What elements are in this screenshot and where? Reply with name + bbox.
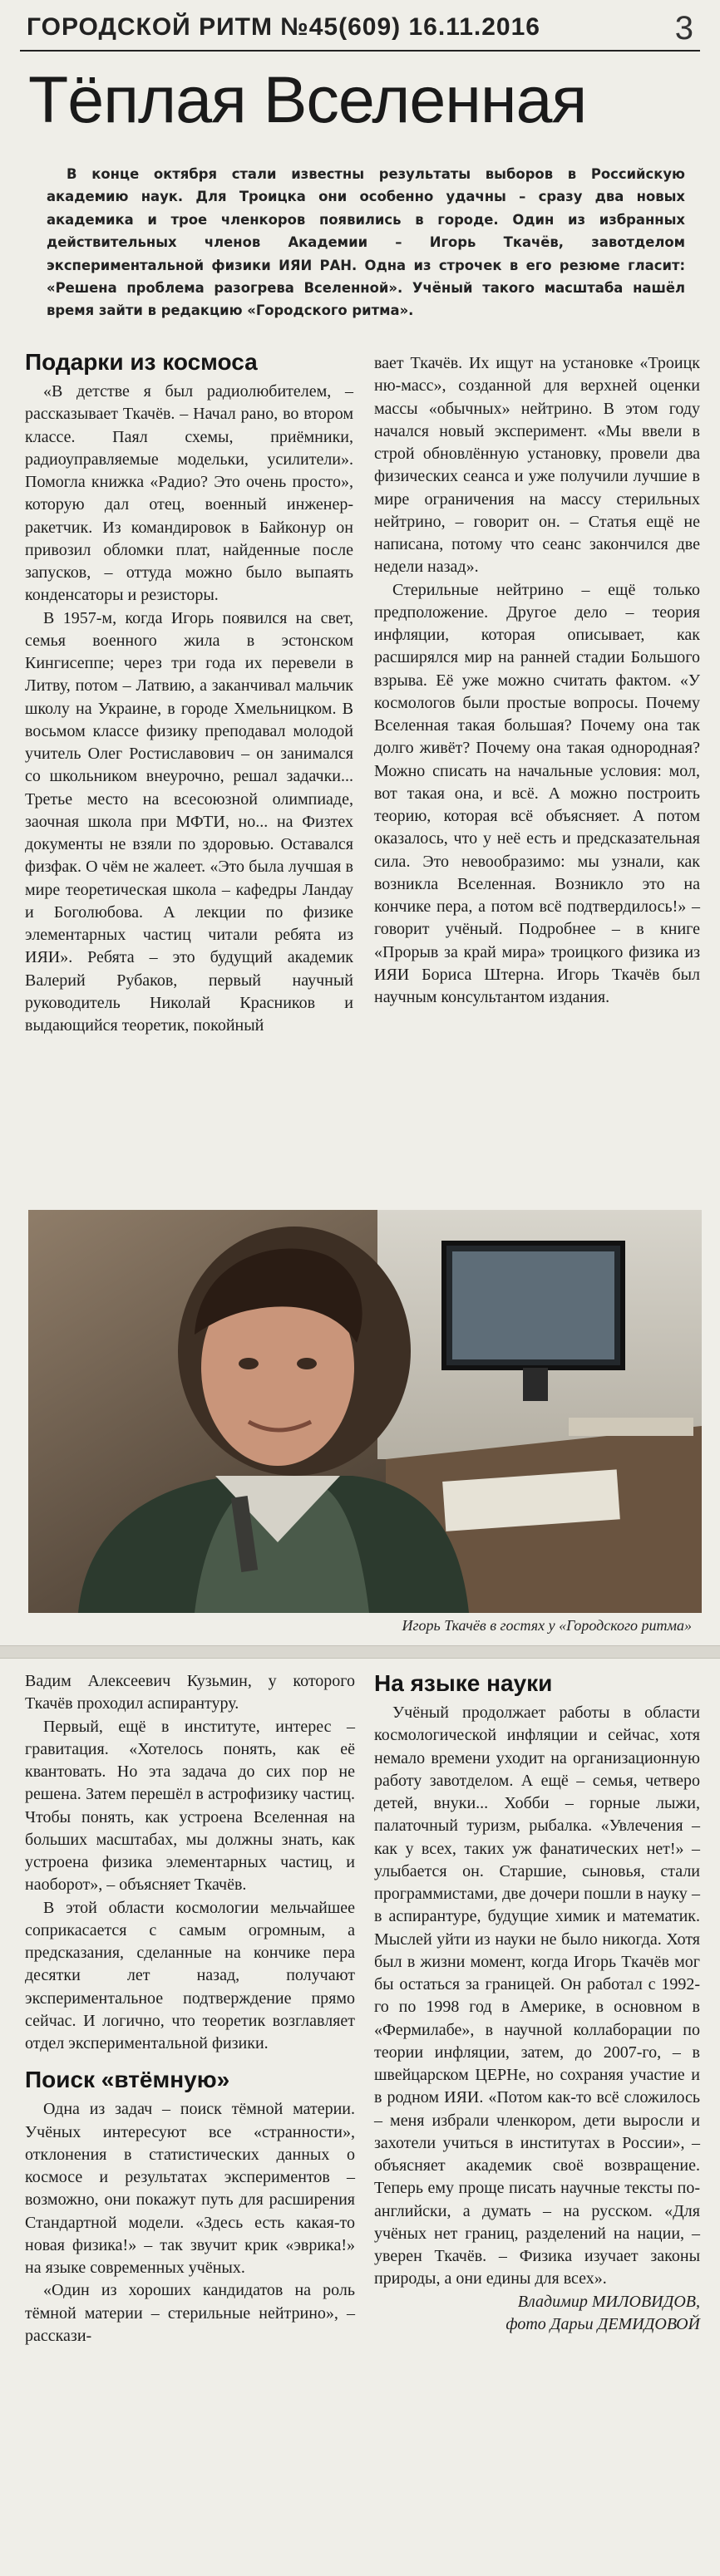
photo-caption: Игорь Ткачёв в гостях у «Городского ритма» [402, 1617, 692, 1634]
paragraph: Одна из задач – поиск тёмной материи. Учёных интересуют все «странности», отклонения в статистических данных о космосе и результатах экспериментов – возможно, они покажут путь для расширения Стандартной модели. «Здесь есть какая-то новая физика!» – так звучит крик «эврика!» на языке современных учёных. [25, 2100, 355, 2277]
paragraph: Вадим Алексеевич Кузьмин, у которого Ткачёв проходил аспирантуру. [25, 1672, 355, 1713]
masthead [20, 7, 700, 52]
paragraph: В 1957-м, когда Игорь появился на свет, семья военного жила в эстонском Кингисеппе; через три года их перевели в Литву, потом – Латвию, а заканчивал мальчик школу на Украине, в городе Хмельницком. В восьмом классе физику преподавал молодой учитель Олег Ростиславович – он занимался со школьником внеурочно, решал задачки... Третье место на всесоюзной олимпиаде, заочная школа при МФТИ, но... на Физтех документы не взяли по здоровью. Оставался физфак. О чём не жалеет. «Это была лучшая в мире теоретическая школа – кафедры Ландау и Боголюбова. А лекции по физике элементарных частиц читали ребята из ИЯИ». Ребята – это будущий академик Валерий Рубаков, первый научный руководитель Николай Красников и выдающийся теоретик, покойный [25, 608, 353, 1035]
paragraph: Первый, ещё в институте, интерес – гравитация. «Хотелось понять, как её квантовать. Но эта задача до сих пор не решена. Затем перешёл в астрофизику частиц. Чтобы понять, как устроена Вселенная на больших масштабах, мы должны знать, как устроена физика элементарных частиц, и наоборот», – объясняет Ткачёв. [25, 1717, 355, 1895]
fold-divider [0, 1645, 720, 1659]
column-3 [25, 1670, 355, 2347]
paragraph: вает Ткачёв. Их ищут на установке «Троицк ню-масс», созданной для верхней оценки массы «обычных» нейтрино. В этом году начался новый эксперимент. «Мы ввели в строй обновлённую установку, провели два физических сеанса и уже получили лучшие в мире ограничения на массу стерильных нейтрино, – говорит он. – Статья ещё не написана, потому что сеанс закончился две недели назад». [374, 354, 700, 577]
paragraph: «Один из хороших кандидатов на роль тёмной материи – стерильные нейтрино», – расскази- [25, 2281, 355, 2345]
portrait-illustration [28, 1210, 702, 1613]
paragraph: «В детстве я был радиолюбителем, – рассказывает Ткачёв. – Начал рано, во втором классе. Паял схемы, приёмники, радиоуправляемые модельки, усилители». Помогла книжка «Радио? Это очень просто», которую дал отец, военный инженер-ракетчик. Из командировок в Байконур он привозил обломки плат, найденные после запусков, – оттуда можно было выпаять конденсаторы и резисторы. [25, 382, 353, 605]
column-1 [25, 349, 353, 1037]
subheading-dark-search: Поиск «втёмную» [25, 2067, 230, 2093]
photo-credit: фото Дарьи ДЕМИДОВОЙ [505, 2314, 700, 2333]
subheading-gifts-from-space: Подарки из космоса [25, 349, 258, 375]
masthead-title: ГОРОДСКОЙ РИТМ №45(609) 16.11.2016 [27, 13, 540, 41]
paragraph: В этой области космологии мельчайшее соприкасается с самым огромным, а предсказания, сделанные на кончике пера десятки лет назад, получают экспериментальное подтверждение прямо сейчас. И логично, что теоретик возглавляет отдел экспериментальной физики. [25, 1898, 355, 2052]
article-headline: Тёплая Вселенная [28, 62, 587, 136]
page-number: 3 [674, 10, 693, 47]
article-lead: В конце октября стали известны результаты выборов в Российскую академию наук. Для Троицка они особенно удачны – сразу два новых академика и трое членкоров появились в городе. Один из избранных действительных членов Академии – Игорь Ткачёв, завотделом экспериментальной физики ИЯИ РАН. Одна из строчек в его резюме гласит: «Решена проблема разогрева Вселенной». Учёный такого масштаба нашёл время зайти в редакцию «Городского ритма». [47, 166, 685, 319]
paragraph: Учёный продолжает работы в области космологической инфляции и сейчас, хотя немало времени уходит на организационную работу завотделом. А ещё – семья, четверо детей, внуки... Хобби – горные лыжи, палаточный туризм, рыбалка. «Увлечения – как у всех, таких уж фанатических нет!» – улыбается он. Старшие, сыновья, стали программистами, две дочери пошли в науку – в аспирантуре, будущие химик и математик. Мыслей уйти из науки не было никогда. Хотя был в жизни момент, когда Игорь Ткачёв мог бы остаться за границей. Он работал с 1992-го по 1998 год в Америке, в основном в «Фермилабе», в научной коллаборации по теории инфляции, затем, до 2007-го, – в швейцарском ЦЕРНе, но сохраняя участие и в родном ИЯИ. «Потом как-то всё сложилось – меня избрали членкором, дети выросли и захотели учиться в институтах в России», – объясняет академик своё возвращение. Теперь ему проще писать научные тексты по-английски, а думать – на русском. «Для учёных нет границ, разделений на нации, – уверен Ткачёв. – Физика изучает законы природы, а они едины для всех». [374, 1703, 700, 2288]
article-photo [28, 1210, 702, 1613]
author-signature: Владимир МИЛОВИДОВ, [517, 2292, 700, 2311]
paragraph: Стерильные нейтрино – ещё только предположение. Другое дело – теория инфляции, которая описывает, как расширялся мир на ранней стадии Большого взрыва. Её уже можно считать фактом. «У космологов были простые вопросы. Почему Вселенная такая большая? Почему она так долго живёт? Почему она такая однородная? Можно списать на начальные условия: мол, вот такая она, и всё. А можно построить теорию, которая всё объясняет. А потом оказалось, что у неё есть и предсказательная сила. Это невообразимо: мы узнали, как возникла Вселенная. Возникло это на кончике пера, а потом всё подтвердилось!» – говорит учёный. Подробнее – в книге «Прорыв за край мира» троицкого физика из ИЯИ Бориса Штерна. Игорь Ткачёв был научным консультантом издания. [374, 580, 700, 1006]
subheading-language-of-science: На языке науки [374, 1670, 553, 1696]
column-4 [374, 1670, 700, 2336]
column-2 [374, 352, 700, 1009]
